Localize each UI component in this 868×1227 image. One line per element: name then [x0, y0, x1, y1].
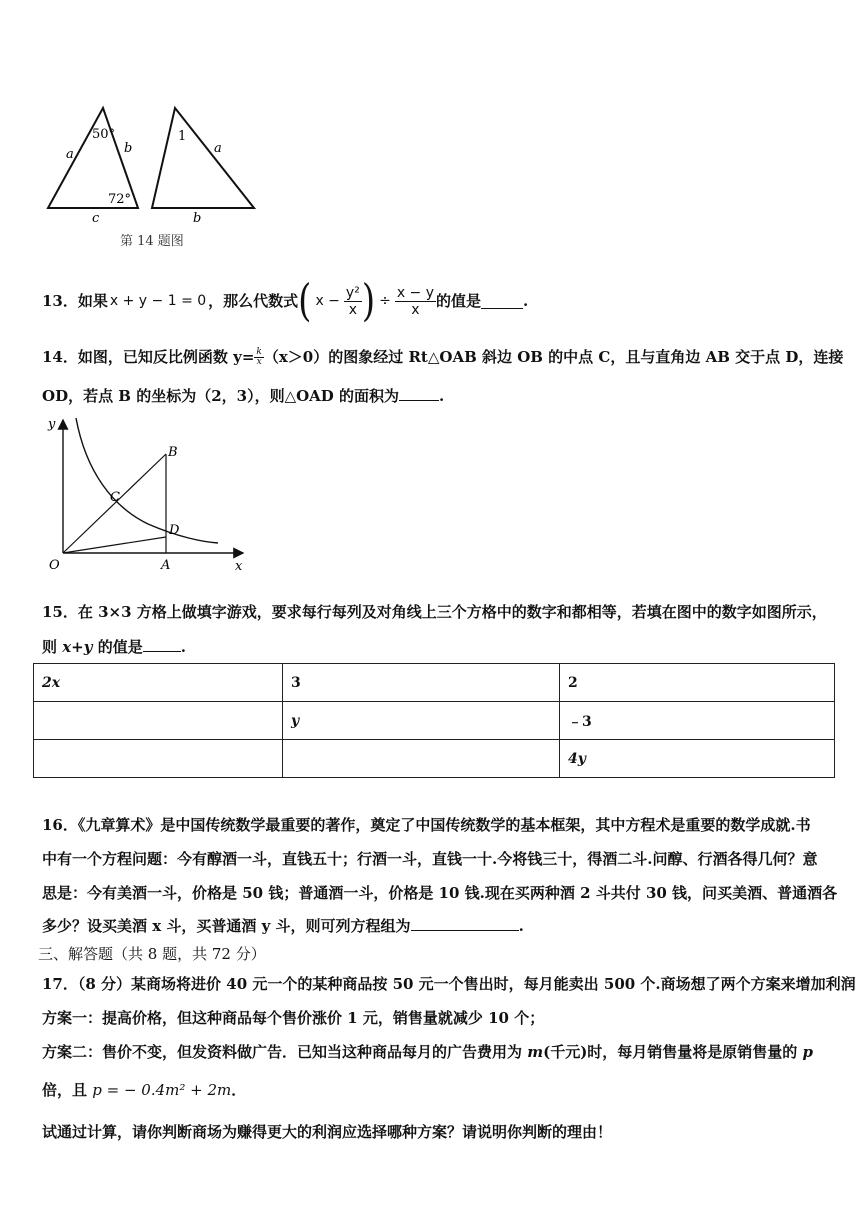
q16-line4: 多少？设买美酒 x 斗，买普通酒 y 斗，则可列方程组为 [42, 917, 411, 935]
tri1-angle-right: 72° [108, 192, 132, 207]
q17-var-p: p [802, 1043, 814, 1061]
grid-cell: y [283, 702, 560, 740]
question-14-line-2 [42, 386, 444, 406]
q13-frac2-den: x [411, 301, 420, 318]
label-O: O [49, 558, 60, 573]
question-17-line-4 [42, 1080, 246, 1100]
q17-line3-a: 方案二：售价不变，但发资料做广告．已知当这种商品每月的广告费用为 [42, 1043, 528, 1061]
q15-end: . [180, 638, 186, 656]
question-14-line-1 [42, 347, 843, 367]
q17-var-m: m [527, 1043, 544, 1061]
graph-svg [38, 412, 258, 582]
table-row [34, 702, 835, 740]
q14-line1-a: 14．如图，已知反比例函数 y= [42, 348, 255, 366]
tri1-side-a: a [66, 147, 74, 162]
tri2-side-b: b [193, 211, 202, 226]
q13-frac1-num: y² [345, 284, 360, 301]
label-D: D [169, 523, 180, 538]
question-15-line-2 [42, 637, 186, 657]
q17-line4-a: 倍，且 [42, 1081, 93, 1099]
q13-equation: x + y − 1 = 0 [109, 293, 207, 309]
q13-answer-blank[interactable] [481, 294, 523, 309]
segment-OD [63, 537, 166, 553]
q14-line2: OD，若点 B 的坐标为（2，3），则△OAD 的面积为 [42, 387, 400, 405]
question-17-line-5: 试通过计算，请你判断商场为赚得更大的利润应选择哪种方案？请说明你判断的理由！ [42, 1123, 613, 1141]
q13-expr-x: x − [315, 293, 340, 309]
grid-cell [34, 740, 283, 778]
tri2-angle-top: 1 [178, 129, 187, 144]
q13-frac1-den: x [348, 301, 357, 318]
tri1-side-b: b [124, 141, 133, 156]
question-16-line-2: 中有一个方程问题：今有醇酒一斗，直钱五十；行酒一斗，直钱一十.今将钱三十，得酒二斗.问醇、行酒各得几何？意 [42, 850, 818, 868]
q14-k-num: k [256, 346, 262, 357]
q13-tail: 的值是 [436, 292, 482, 310]
triangle-2 [152, 108, 254, 208]
label-B: B [168, 445, 178, 460]
q15-line2-a: 则 [42, 638, 63, 656]
hyperbola-curve [76, 418, 218, 543]
q15-line2-b: 的值是 [92, 638, 143, 656]
q13-left-paren: ( [298, 275, 312, 327]
q16-end: . [518, 917, 524, 935]
grid-cell: 3 [283, 664, 560, 702]
q13-middle: ，那么代数式 [208, 292, 299, 310]
q13-fraction-1 [344, 285, 362, 318]
label-A: A [161, 558, 171, 573]
triangles-svg [38, 100, 268, 230]
tri2-side-a: a [214, 141, 222, 156]
q13-number: 13．如果 [42, 292, 108, 310]
q17-line4-end: ． [231, 1081, 247, 1099]
q13-right-paren: ) [361, 275, 376, 327]
q17-formula: p = − 0.4m² + 2m [92, 1081, 232, 1099]
table-row [34, 740, 835, 778]
tri1-angle-top: 50° [92, 127, 116, 142]
q14-k-fraction [254, 348, 263, 367]
q15-grid [33, 663, 835, 778]
grid-cell: 2x [34, 664, 283, 702]
grid-cell [283, 740, 560, 778]
grid-cell: ﹣3 [560, 702, 835, 740]
figure-14-triangles [38, 100, 268, 230]
question-17-line-2: 方案一：提高价格，但这种商品每个售价涨价 1 元，销售量就减少 10 个； [42, 1009, 545, 1027]
question-17-line-3 [42, 1042, 813, 1062]
q15-table [33, 663, 835, 778]
q13-divide: ÷ [379, 293, 391, 309]
figure-14-caption: 第 14 题图 [120, 234, 184, 249]
q14-k-den: x [256, 356, 262, 367]
figure-14-graph [38, 412, 258, 582]
question-15-line-1: 15．在 3×3 方格上做填字游戏，要求每行每列及对角线上三个方格中的数字和都相等，若填在图中的数字如图所示， [42, 603, 827, 621]
label-x: x [235, 559, 243, 574]
label-y: y [48, 417, 56, 432]
question-17-line-1: 17．（8 分）某商场将进价 40 元一个的某种商品按 50 元一个售出时，每月能卖出 500 个.商场想了两个方案来增加利润 [42, 975, 856, 993]
tri1-side-c: c [92, 211, 100, 226]
table-row [34, 664, 835, 702]
q14-answer-blank[interactable] [399, 386, 439, 401]
q13-frac2-num: x − y [396, 284, 435, 301]
grid-cell: 4y [560, 740, 835, 778]
q13-fraction-2 [395, 285, 436, 318]
q14-end: . [439, 387, 445, 405]
q15-answer-blank[interactable] [143, 637, 181, 652]
question-16-line-4 [42, 916, 524, 936]
q14-line1-b: （x＞0）的图象经过 Rt△OAB 斜边 OB 的中点 C，且与直角边 AB 交于点 D，连接 [263, 348, 844, 366]
question-13 [42, 275, 529, 327]
label-C: C [110, 490, 120, 505]
grid-cell: 2 [560, 664, 835, 702]
question-16-line-3: 思是：今有美酒一斗，价格是 50 钱；普通酒一斗，价格是 10 钱.现在买两种酒 2 斗共付 30 钱，问买美酒、普通酒各 [42, 884, 838, 902]
grid-cell [34, 702, 283, 740]
q13-end: . [523, 292, 529, 310]
question-16-line-1: 16．《九章算术》是中国传统数学最重要的著作，奠定了中国传统数学的基本框架，其中方程术是重要的数学成就.书 [42, 816, 811, 834]
section-3-heading: 三、解答题（共 8 题，共 72 分） [38, 945, 266, 963]
q15-var: x+y [62, 638, 93, 656]
q17-line3-b: (千元)时，每月销售量将是原销售量的 [543, 1043, 803, 1061]
q16-answer-blank[interactable] [411, 916, 519, 931]
